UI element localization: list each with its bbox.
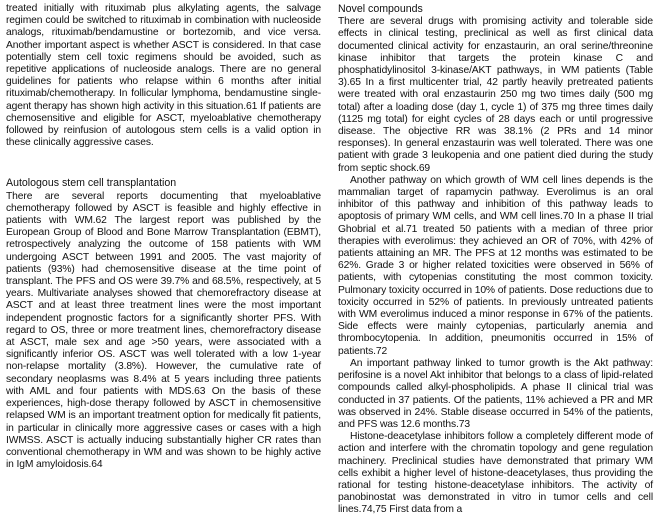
salvage-regimen-paragraph: treated initially with rituximab plus alkylating agents, the salvage regimen could be switched to rituximab in combination with nucleoside analogs, rituximab/bendamustine or bortezomib, and vice versa. Another important aspect is whether ASCT is considered. In that case potentially stem cell toxic regimens should be avoided, such as repetitive applications of nucleoside analogs. There are no general guidelines for patients who relapse within 6 months after initial rituximab/chemotherapy. In follicular lymphoma, bendamustine single-agent therapy has shown high activity in this situation.61 If patients are chemosensitive and eligible for ASCT, myeloablative chemotherapy followed by reinfusion of autologous stem cells is a valid option in these clinically aggressive cases. [6, 3, 321, 149]
everolimus-paragraph: Another pathway on which growth of WM cell lines depends is the mammalian target of rapamycin pathway. Everolimus is an oral inhibitor of this pathway and inhibition of this pathway leads to apoptosis of primary WM cells, and WM cell lines.70 In a phase II trial Ghobrial et al.71 treated 50 patients with a median of three prior therapies with everolimus: they achieved an OR of 70%, with 42% of patients attaining an MR. The PFS at 12 months was estimated to be 62%. Grade 3 or higher related toxicities were observed in 56% of patients, with cytopenias constituting the most common toxicity. Pulmonary toxicity occurred in 10% of patients. Dose reductions due to toxicity occurred in 52% of patients. In previously untreated patients with WM everolimus induced a minor response in 67% of the patients. Side effects were mainly cytopenias, particularly anemia and thrombocytopenia. In addition, pneumonitis occurred in 15% of patients.72 [338, 174, 653, 357]
left-column [6, 3, 321, 471]
right-column [338, 3, 653, 517]
section-spacer [6, 149, 321, 177]
perifosine-paragraph: An important pathway linked to tumor growth is the Akt pathway: perifosine is a novel Akt inhibitor that belongs to a class of lipid-related compounds called alkyl-phospholipids. A phase II clinical trial was conducted in 37 patients. Of the patients, 11% achieved a PR and MR was observed in 24%. Stable disease occurred in 54% of the patients, and PFS was 12.6 months.73 [338, 357, 653, 430]
asct-paragraph: There are several reports documenting that myeloablative chemotherapy followed by ASCT is feasible and highly effective in patients with WM.62 The largest report was published by the European Group of Blood and Bone Marrow Transplantation (EBMT), retrospectively analyzing the outcome of 158 patients with WM undergoing ASCT between 1991 and 2005. The vast majority of patients (93%) had chemosensitive disease at the time point of transplant. The PFS and OS were 39.7% and 68.5%, respectively, at 5 years. Multivariate analyses showed that chemorefractory disease at ASCT and at least three treatment lines were the most important independent prognostic factors for a significantly shorter PFS. With regard to OS, three or more treatment lines, chemorefractory disease at ASCT, male sex and age >50 years, were associated with a significantly inferior OS. ASCT was well tolerated with a low 1-year non-relapse mortality (3.8%). However, the cumulative rate of secondary neoplasms was 8.4% at 5 years including three patients with AML and four patients with MDS.63 On the basis of these experiences, high-dose therapy followed by ASCT in chemosensitive relapsed WM is an important treatment option for medically fit patients, in particular in clinically more aggressive cases or cases with a high IWMSS. ASCT is actually inducing substantially higher CR rates than conventional chemotherapy in WM and was shown to be highly active in IgM amyloidosis.64 [6, 190, 321, 471]
enzastaurin-paragraph: There are several drugs with promising activity and tolerable side effects in clinical testing, preclinical as well as first clinical data documented clinical activity for enzastaurin, an oral serine/threonine kinase inhibitor that targets the protein kinase C and phosphatidylinositol 3-kinase/AKT pathways, in WM patients (Table 3).65 In a first multicenter trial, 42 partly heavily pretreated patients were treated with oral enzastaurin 250 mg two times daily (500 mg total) after a loading dose (day 1, cycle 1) of 375 mg three times daily (1125 mg total) for eight cycles of 28 days each or until progressive disease. The objective RR was 38.1% (2 PRs and 14 minor responses). In general enzastaurin was well tolerated. There was one patient with grade 3 leukopenia and one patient died during the study from septic shock.69 [338, 16, 653, 174]
asct-section-heading: Autologous stem cell transplantation [6, 177, 177, 190]
hdac-inhibitors-paragraph: Histone-deacetylase inhibitors follow a completely different mode of action and interfere with the chromatin topology and gene regulation machinery. Preclinical studies have demonstrated that primary WM cells exhibit a higher level of histone-deacetylases, thus providing the rational for testing histone-deacetylase inhibitors. The activity of panobinostat was demonstrated in vitro in tumor cells and cell lines.74,75 First data from a [338, 431, 653, 516]
novel-compounds-heading: Novel compounds [338, 3, 423, 15]
